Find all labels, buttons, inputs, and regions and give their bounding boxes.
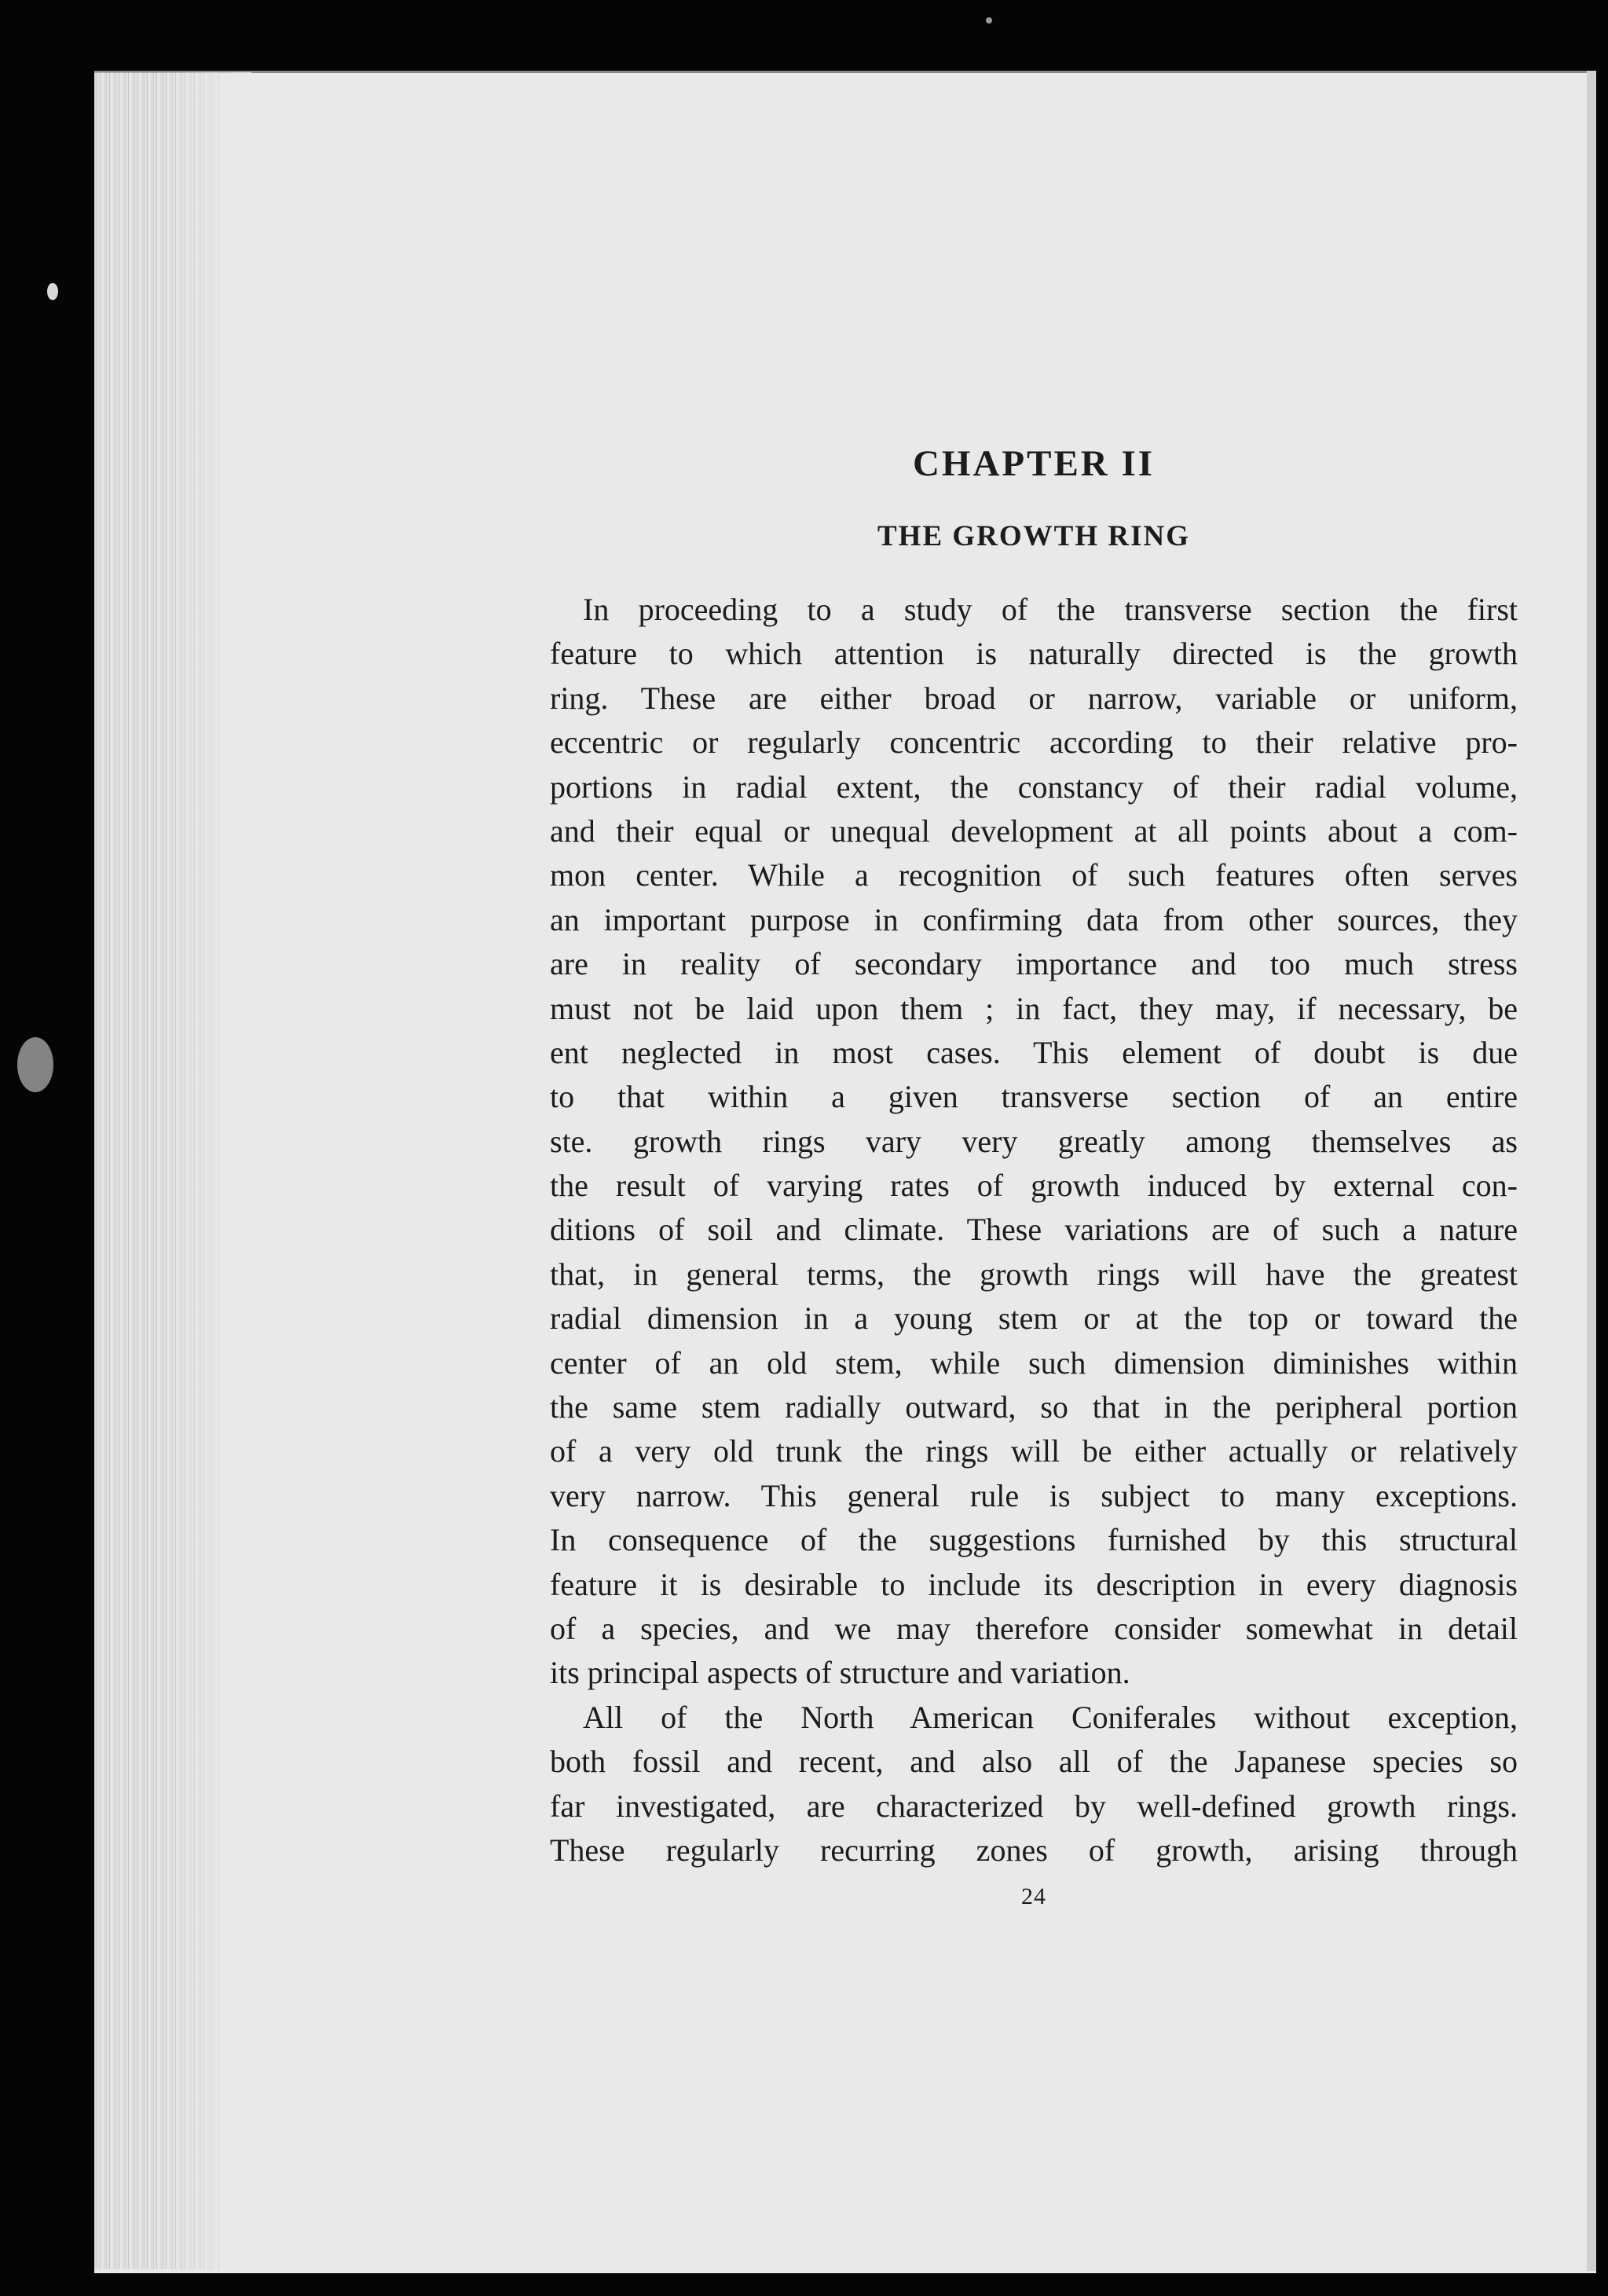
text-line: the result of varying rates of growth induced by external con- [550, 1168, 1518, 1204]
text-line: far investigated, are characterized by well-defined growth rings. [550, 1788, 1518, 1824]
text-line: These regularly recurring zones of growth, arising through [550, 1832, 1518, 1868]
text-line: its principal aspects of structure and variation. [550, 1655, 1130, 1691]
text-line: are in reality of secondary importance and too much stress [550, 946, 1518, 982]
text-line: portions in radial extent, the constancy of their radial volume, [550, 768, 1518, 805]
text-line: radial dimension in a young stem or at the top or toward the [550, 1300, 1518, 1337]
text-line: eccentric or regularly concentric according to their relative pro- [550, 724, 1518, 761]
text-line: both fossil and recent, and also all of the Japanese species so [550, 1744, 1518, 1780]
text-line: feature it is desirable to include its description in every diagnosis [550, 1566, 1518, 1602]
text-line: must not be laid upon them ; in fact, they may, if necessary, be [550, 990, 1518, 1026]
text-line: the same stem radially outward, so that in the peripheral portion [550, 1389, 1518, 1425]
text-line: center of an old stem, while such dimension diminishes within [550, 1344, 1518, 1381]
text-line: very narrow. This general rule is subject to many exceptions. [550, 1477, 1518, 1513]
chapter-heading: CHAPTER II [912, 443, 1156, 484]
text-line: ent neglected in most cases. This element of doubt is due [550, 1034, 1518, 1070]
text-line: ring. These are either broad or narrow, variable or uniform, [550, 680, 1518, 716]
text-line: ste. growth rings vary very greatly among themselves as [550, 1123, 1518, 1159]
text-line: All of the North American Coniferales without exception, [583, 1699, 1518, 1735]
text-line: of a species, and we may therefore consider somewhat in detail [550, 1610, 1518, 1646]
text-block [550, 440, 1518, 1910]
text-line: mon center. While a recognition of such features often serves [550, 857, 1518, 893]
text-line: feature to which attention is naturally directed is the growth [550, 636, 1518, 672]
text-line: and their equal or unequal development at all points about a com- [550, 812, 1518, 849]
page-right-edge [1587, 71, 1596, 2271]
text-line: In consequence of the suggestions furnished by this structural [550, 1522, 1518, 1558]
text-line: ditions of soil and climate. These variations are of such a nature [550, 1212, 1518, 1248]
page-number: 24 [1021, 1883, 1046, 1910]
page-edge-fade [157, 72, 251, 2269]
scan-speck [47, 283, 58, 300]
text-line: an important purpose in confirming data from other sources, they [550, 901, 1518, 937]
text-line: of a very old trunk the rings will be either actually or relatively [550, 1433, 1518, 1469]
scan-speck [17, 1037, 53, 1092]
body-text [550, 588, 1518, 1872]
text-line: that, in general terms, the growth rings will have the greatest [550, 1256, 1518, 1292]
text-line: In proceeding to a study of the transverse section the first [583, 592, 1518, 627]
scan-speck [986, 17, 992, 24]
section-title: THE GROWTH RING [877, 520, 1190, 552]
text-line: to that within a given transverse section of an entire [550, 1079, 1518, 1115]
